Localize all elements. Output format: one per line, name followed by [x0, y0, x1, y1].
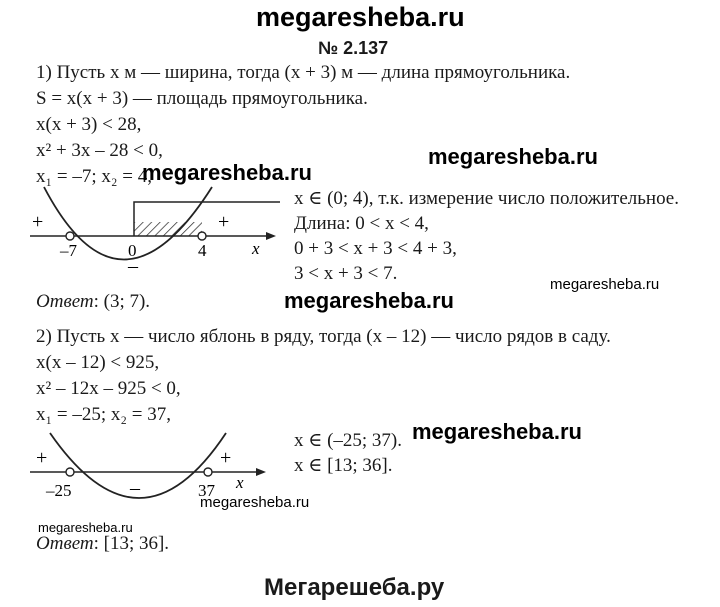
part2-line-4: x₁ = –25; x₂ = 37, — [36, 404, 171, 425]
part2-minus: – — [130, 477, 140, 499]
part2-answer — [36, 533, 169, 555]
part1-right-1: x ∈ (0; 4), т.к. измерение число положительное. — [294, 188, 679, 209]
watermark-top: megaresheba.ru — [256, 2, 465, 32]
watermark-6: megaresheba.ru — [200, 494, 310, 511]
part2-answer-value: : [13; 36]. — [93, 533, 170, 554]
watermark-7: megaresheba.ru — [38, 520, 133, 535]
part1-plus-left: + — [32, 211, 44, 233]
part1-minus: – — [128, 255, 138, 277]
part2-tick-b: 37 — [198, 481, 215, 500]
part2-plus-left: + — [36, 447, 48, 469]
part1-plus-right: + — [218, 211, 230, 233]
part1-tick-a: –7 — [60, 241, 77, 260]
part2-answer-label: Ответ — [36, 533, 94, 554]
part1-line-1: 1) Пусть x м — ширина, тогда (x + 3) м — длина прямоугольника. — [36, 62, 571, 83]
part1-answer-value: : (3; 7). — [93, 291, 151, 312]
watermark-4: megaresheba.ru — [284, 288, 454, 313]
part1-tick-c: 4 — [198, 241, 207, 260]
problem-number: № 2.137 — [318, 38, 389, 58]
part1-line-4: x² + 3x – 28 < 0, — [36, 140, 163, 161]
part2-line-2: x(x – 12) < 925, — [36, 352, 160, 373]
part1-tick-b: 0 — [128, 241, 137, 260]
part1-line-3: x(x + 3) < 28, — [36, 114, 142, 135]
part2-right-2: x ∈ [13; 36]. — [294, 455, 393, 476]
part2-tick-a: –25 — [46, 481, 72, 500]
part1-line-2: S = x(x + 3) — площадь прямоугольника. — [36, 88, 368, 109]
part2-line-3: x² – 12x – 925 < 0, — [36, 378, 181, 399]
part1-line-5: x₁ = –7; x₂ = 4, — [36, 166, 152, 187]
watermark-5: megaresheba.ru — [412, 419, 582, 444]
footer-brand: Мегарешеба.ру — [264, 574, 445, 601]
part1-right-2: Длина: 0 < x < 4, — [294, 213, 429, 234]
part2-axis-x: x — [236, 473, 244, 492]
part2-plus-right: + — [220, 447, 232, 469]
part2-line-1: 2) Пусть x — число яблонь в ряду, тогда (x – 12) — число рядов в саду. — [36, 326, 611, 347]
watermark-3: megaresheba.ru — [550, 276, 660, 293]
watermark-2: megaresheba.ru — [428, 144, 598, 169]
part1-right-4: 3 < x + 3 < 7. — [294, 263, 398, 284]
part1-sign-diagram — [30, 182, 280, 282]
part1-right-3: 0 + 3 < x + 3 < 4 + 3, — [294, 238, 457, 259]
watermark-1: megaresheba.ru — [142, 160, 312, 185]
part1-axis-x: x — [252, 239, 260, 258]
part1-answer-label: Ответ — [36, 291, 94, 312]
part1-answer — [36, 291, 150, 313]
part2-right-1: x ∈ (–25; 37). — [294, 430, 402, 451]
